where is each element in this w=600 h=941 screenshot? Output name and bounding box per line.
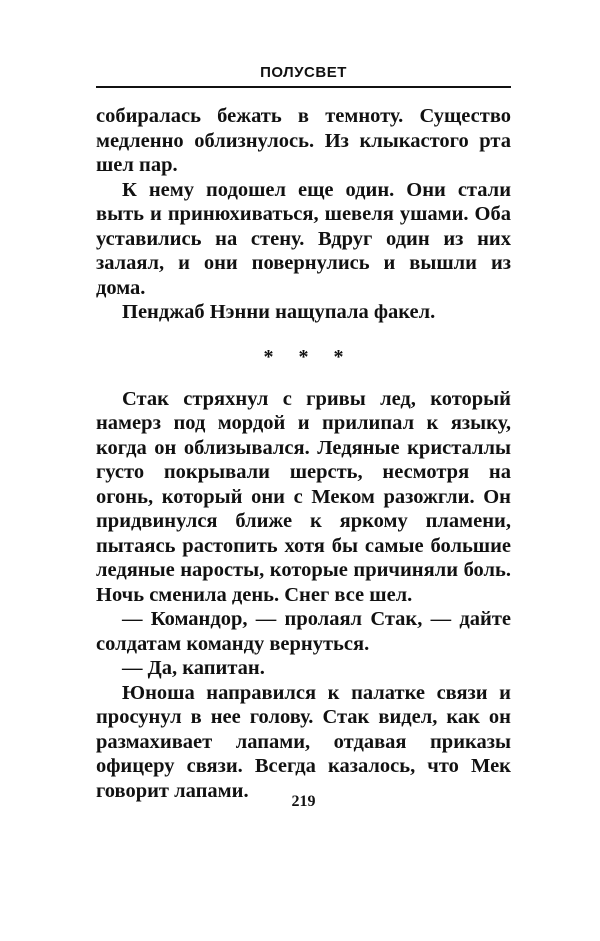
- paragraph: К нему подошел еще один. Они стали выть и принюхиваться, шевеля ушами. Оба уставились на стену. Вдруг один из них залаял, и они повернулись и вышли из дома.: [96, 178, 511, 299]
- paragraph-continued: собиралась бежать в темноту. Существо медленно облизнулось. Из клыкастого рта шел пар.: [96, 105, 511, 176]
- page-number: 219: [291, 793, 316, 810]
- page-body: [96, 104, 511, 803]
- paragraph: Юноша направился к палатке связи и просунул в нее голову. Стак видел, как он размахивает лапами, отдавая приказы офицеру связи. Всегда казалось, что Мек говорит лапами.: [96, 681, 511, 802]
- running-header: ПОЛУСВЕТ: [260, 64, 347, 81]
- section-separator: * * *: [263, 345, 354, 368]
- paragraph: Стак стряхнул с гривы лед, который намерз под мордой и прилипал к языку, когда он облизывался. Ледяные кристаллы густо покрывали шерсть, несмотря на огонь, который они с Меком разожгли. Он придвинулся ближе к яркому пламени, пытаясь растопить хотя бы самые большие ледяные наросты, которые причиняли боль. Ночь сменила день. Снег все шел.: [96, 387, 511, 606]
- paragraph: Пенджаб Нэнни нащупала факел.: [122, 301, 436, 323]
- dialogue-paragraph: — Да, капитан.: [122, 657, 265, 679]
- dialogue-paragraph: — Командор, — пролаял Стак, — дайте солдатам команду вернуться.: [96, 608, 511, 655]
- header-rule: [96, 86, 511, 88]
